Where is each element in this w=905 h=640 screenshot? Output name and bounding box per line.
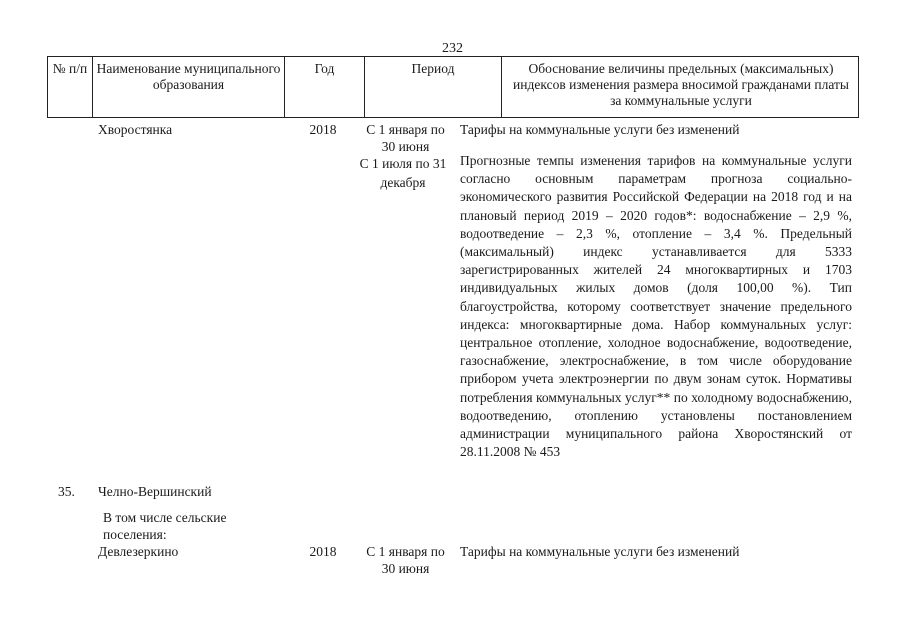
header-name: Наименование муниципального образования bbox=[92, 57, 284, 117]
row-year-devlezerkino: 2018 bbox=[309, 544, 337, 559]
header-num: № п/п bbox=[52, 61, 88, 76]
header-justification: Обоснование величины предельных (максимальных) индексов изменения размера вносимой гражданами платы за коммунальные услуги bbox=[501, 57, 860, 117]
row-num-chelno: 35. bbox=[58, 484, 75, 499]
row-year-khvorostyanka: 2018 bbox=[309, 122, 337, 137]
row-period2-khvorostyanka: С 1 июля по 31 декабря bbox=[359, 156, 447, 190]
row-text2-khvorostyanka: Прогнозные темпы изменения тарифов на коммунальные услуги согласно основным параметрам прогноза социально-экономического развития Российской Федерации на 2018 год и на плановый период 2019 – 2020 годов*: водоснабжение – 2,9 %, водоотведение – 2,3 %, отопление – 3,4 %. Предельный (максимальный) индекс устанавливается для 5333 зарегистрированных жителей 24 многоквартирных и 1703 индивидуальных жилых домов (доля 100,00 %). Тип благоустройства, которому соответствует значение предельного индекса: многоквартирные дома. Набор коммунальных услуг: центральное отопление, холодное водоснабжение, водоотведение, газоснабжение, электроснабжение, в том числе оборудование прибором учета электроэнергии по двум зонам суток. Нормативы потребления коммунальных услуг** по холодному водоснабжению, водоотведению, отоплению установлены постановлением администрации муниципального района Хворостянский от 28.11.2008 № 453 bbox=[460, 153, 852, 460]
table-header bbox=[47, 56, 859, 118]
row-text1-devlezerkino: Тарифы на коммунальные услуги без изменений bbox=[460, 544, 740, 559]
row-name-devlezerkino: Девлезеркино bbox=[98, 544, 179, 559]
page-number: 232 bbox=[442, 41, 463, 56]
row-period1-khvorostyanka: С 1 января по 30 июня bbox=[366, 122, 445, 154]
row-text1-khvorostyanka: Тарифы на коммунальные услуги без изменений bbox=[460, 122, 740, 137]
row-name-chelno: Челно-Вершинский bbox=[98, 484, 212, 499]
row-sub-chelno: В том числе сельские поселения: bbox=[103, 510, 227, 542]
row-name-khvorostyanka: Хворостянка bbox=[98, 122, 173, 137]
header-period: Период bbox=[364, 57, 501, 117]
header-year: Год bbox=[284, 57, 364, 117]
row-period1-devlezerkino: С 1 января по 30 июня bbox=[366, 544, 445, 576]
